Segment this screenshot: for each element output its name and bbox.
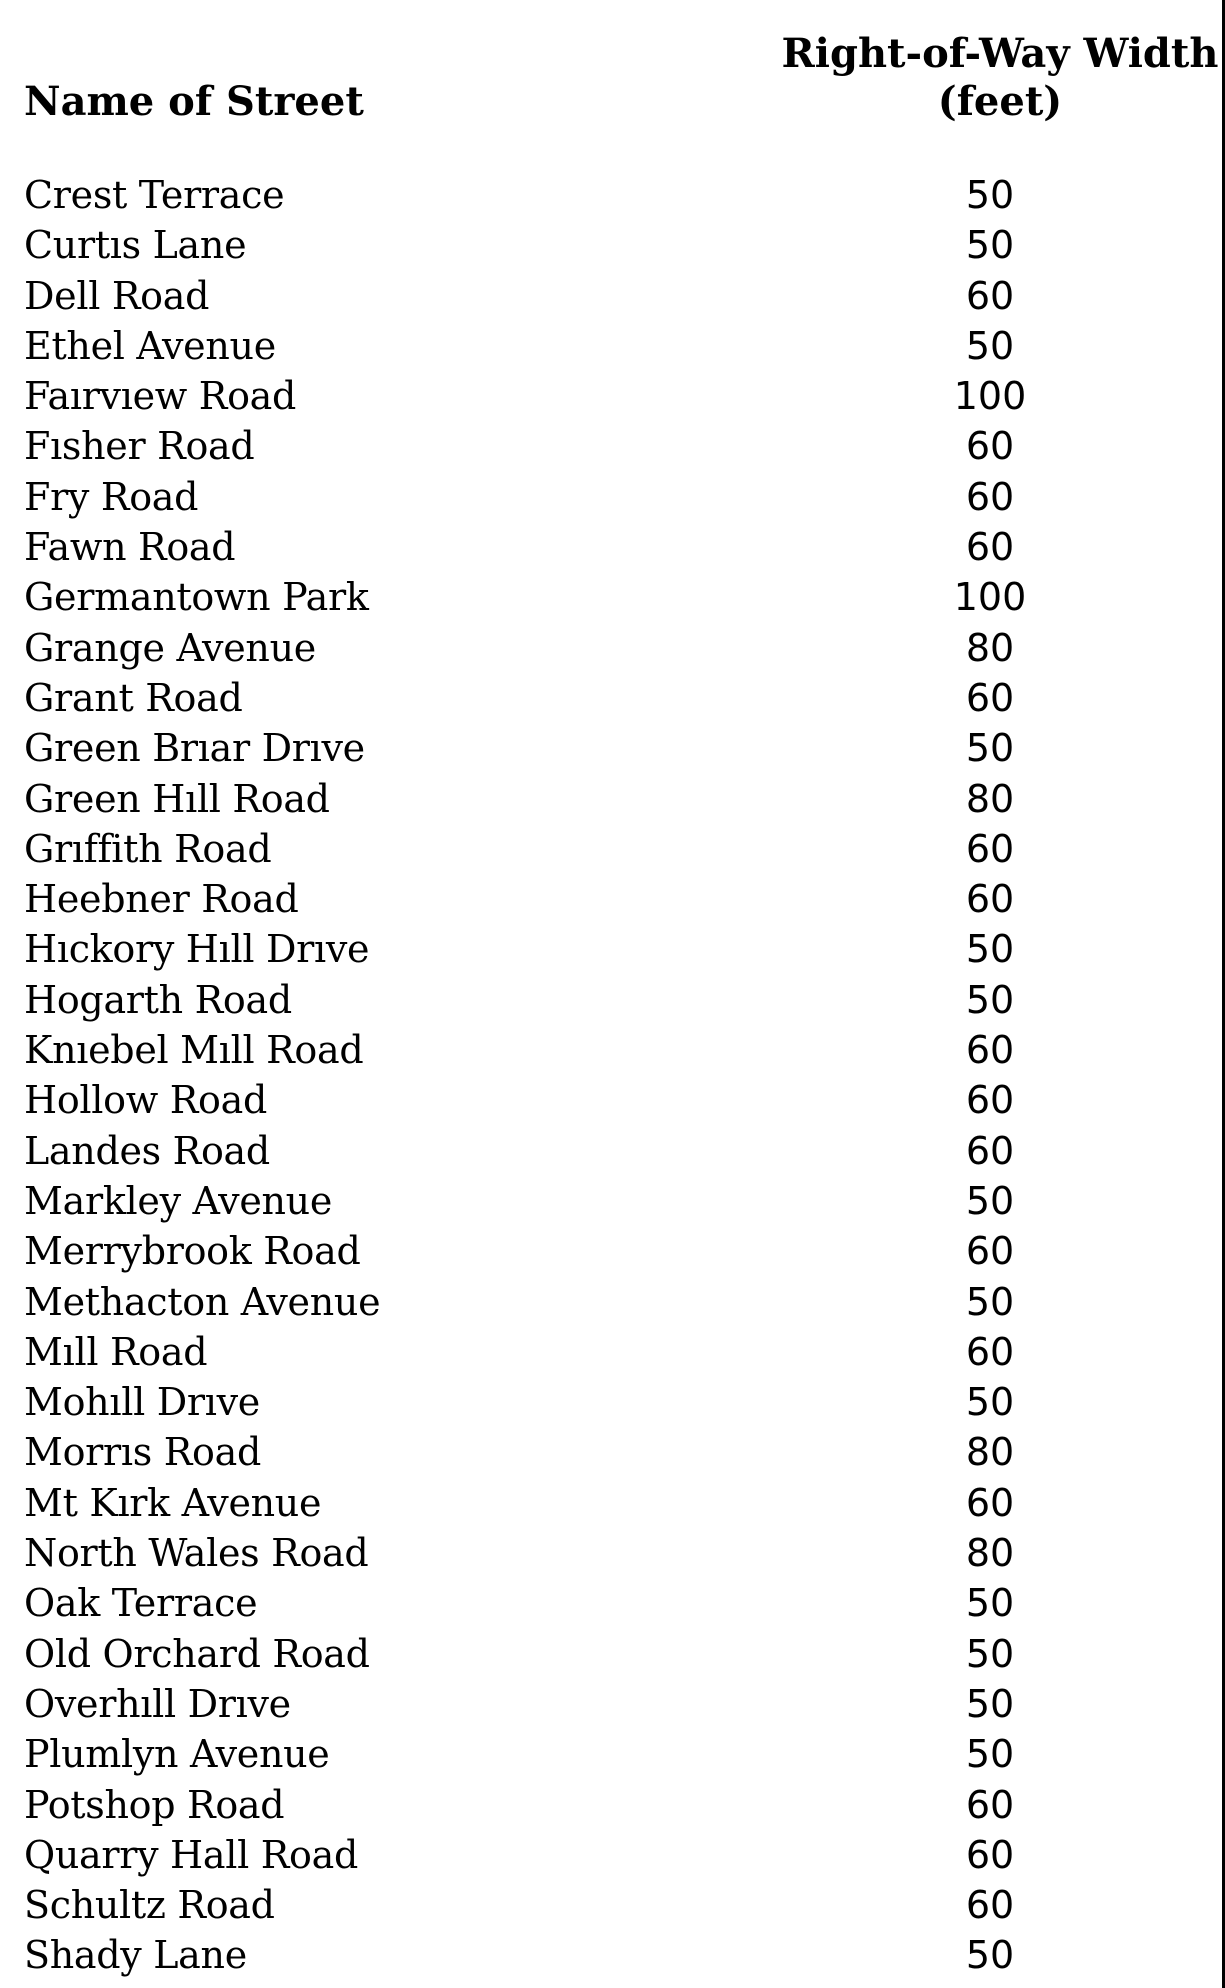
right-of-way-width-cell: 80: [965, 625, 1015, 670]
right-of-way-width-cell: 60: [965, 1028, 1015, 1073]
table-row: [0, 1528, 1220, 1578]
street-name-cell: Shady Lane: [24, 1933, 247, 1978]
table-row: [0, 1830, 1220, 1880]
table-row: [0, 170, 1220, 220]
right-of-way-width-cell: 50: [965, 1681, 1015, 1726]
table-row: [0, 472, 1220, 522]
right-of-way-width-cell: 50: [965, 1279, 1015, 1324]
street-name-cell: Potshop Road: [24, 1782, 285, 1827]
table-row: [0, 1075, 1220, 1125]
table-row: [0, 522, 1220, 572]
street-name-cell: Morrıs Road: [24, 1430, 262, 1475]
street-name-cell: Mt Kırk Avenue: [24, 1480, 322, 1525]
right-of-way-width-cell: 60: [965, 1883, 1015, 1928]
table-row: [0, 1327, 1220, 1377]
table-row: [0, 1176, 1220, 1226]
street-name-cell: Grant Road: [24, 675, 243, 720]
table-row: [0, 321, 1220, 371]
table-row: [0, 1780, 1220, 1830]
street-name-cell: Markley Avenue: [24, 1178, 333, 1223]
table-row: [0, 1025, 1220, 1075]
right-of-way-width-cell: 60: [965, 877, 1015, 922]
right-of-way-width-cell: 50: [965, 1732, 1015, 1777]
street-name-cell: Old Orchard Road: [24, 1631, 370, 1676]
right-of-way-width-cell: 50: [965, 1380, 1015, 1425]
street-name-cell: Oak Terrace: [24, 1581, 258, 1626]
street-name-cell: Germantown Park: [24, 575, 369, 620]
right-of-way-width-cell: 80: [965, 1430, 1015, 1475]
street-name-cell: Hollow Road: [24, 1078, 267, 1123]
right-of-way-width-cell: 50: [965, 1581, 1015, 1626]
right-of-way-width-cell: 60: [965, 1078, 1015, 1123]
table-row: [0, 1377, 1220, 1427]
street-name-cell: Green Brıar Drıve: [24, 726, 365, 771]
column-header-right-of-way-width: [780, 30, 1220, 126]
table-row: [0, 1880, 1220, 1930]
right-of-way-width-cell: 60: [965, 1480, 1015, 1525]
table-row: [0, 975, 1220, 1025]
table-row: [0, 874, 1220, 924]
street-name-cell: Grıffith Road: [24, 826, 272, 871]
street-name-cell: Knıebel Mıll Road: [24, 1028, 364, 1073]
street-name-cell: Plumlyn Avenue: [24, 1732, 330, 1777]
table-row: [0, 572, 1220, 622]
table-row: [0, 1427, 1220, 1477]
table-row: [0, 1578, 1220, 1628]
right-of-way-width-cell: 50: [965, 323, 1015, 368]
street-name-cell: Curtıs Lane: [24, 223, 247, 268]
right-of-way-width-cell: 60: [965, 1782, 1015, 1827]
street-name-cell: Ethel Avenue: [24, 323, 276, 368]
table-row: [0, 220, 1220, 270]
table-row: [0, 924, 1220, 974]
right-of-way-width-cell: 50: [965, 927, 1015, 972]
right-of-way-width-cell: 60: [965, 1229, 1015, 1274]
street-name-cell: Fısher Road: [24, 424, 255, 469]
street-name-cell: Fawn Road: [24, 525, 236, 570]
table-row: [0, 1679, 1220, 1729]
table-row: [0, 1629, 1220, 1679]
right-of-way-width-cell: 50: [965, 1933, 1015, 1978]
street-name-cell: North Wales Road: [24, 1531, 369, 1576]
table-row: [0, 371, 1220, 421]
table-row: [0, 723, 1220, 773]
column-header-street-name: Name of Street: [24, 78, 364, 125]
right-of-way-width-cell: 50: [965, 223, 1015, 268]
right-of-way-width-cell: 80: [965, 1531, 1015, 1576]
right-of-way-width-cell: 50: [965, 726, 1015, 771]
right-of-way-width-cell: 60: [965, 1128, 1015, 1173]
table-row: [0, 673, 1220, 723]
right-of-way-width-cell: 60: [965, 826, 1015, 871]
right-of-way-width-cell: 60: [965, 1329, 1015, 1374]
table-row: [0, 1930, 1220, 1980]
street-name-cell: Mıll Road: [24, 1329, 208, 1374]
street-name-cell: Hıckory Hıll Drıve: [24, 927, 370, 972]
column-header-width-line1: Right-of-Way Width: [781, 30, 1219, 77]
right-of-way-width-cell: 50: [965, 1178, 1015, 1223]
right-of-way-width-cell: 60: [965, 474, 1015, 519]
right-of-way-width-cell: 100: [953, 575, 1027, 620]
table-row: [0, 1126, 1220, 1176]
right-of-way-width-cell: 50: [965, 977, 1015, 1022]
right-of-way-width-cell: 60: [965, 675, 1015, 720]
table-row: [0, 623, 1220, 673]
street-name-cell: Hogarth Road: [24, 977, 292, 1022]
street-name-cell: Heebner Road: [24, 877, 299, 922]
street-name-cell: Overhıll Drıve: [24, 1681, 291, 1726]
street-name-cell: Mohıll Drıve: [24, 1380, 260, 1425]
street-name-cell: Fry Road: [24, 474, 199, 519]
table-row: [0, 774, 1220, 824]
table-row: [0, 1277, 1220, 1327]
street-name-cell: Landes Road: [24, 1128, 270, 1173]
street-name-cell: Quarry Hall Road: [24, 1832, 359, 1877]
column-header-width-line2: (feet): [937, 78, 1063, 125]
table-row: [0, 1226, 1220, 1276]
street-name-cell: Merrybrook Road: [24, 1229, 361, 1274]
right-of-way-width-cell: 60: [965, 273, 1015, 318]
right-of-way-width-cell: 100: [953, 374, 1027, 419]
right-of-way-width-cell: 60: [965, 1832, 1015, 1877]
right-of-way-width-cell: 80: [965, 776, 1015, 821]
table-row: [0, 824, 1220, 874]
street-name-cell: Schultz Road: [24, 1883, 275, 1928]
right-of-way-width-cell: 60: [965, 424, 1015, 469]
street-name-cell: Green Hıll Road: [24, 776, 330, 821]
right-of-way-width-cell: 50: [965, 173, 1015, 217]
table-row: [0, 1478, 1220, 1528]
table-row: [0, 271, 1220, 321]
street-table-body: [0, 170, 1220, 1981]
table-row: [0, 421, 1220, 471]
street-name-cell: Dell Road: [24, 273, 210, 318]
street-name-cell: Faırvıew Road: [24, 374, 297, 419]
right-of-way-width-cell: 60: [965, 525, 1015, 570]
street-name-cell: Grange Avenue: [24, 625, 316, 670]
right-of-way-width-cell: 50: [965, 1631, 1015, 1676]
table-row: [0, 1729, 1220, 1779]
street-name-cell: Methacton Avenue: [24, 1279, 381, 1324]
street-name-cell: Crest Terrace: [24, 173, 285, 217]
